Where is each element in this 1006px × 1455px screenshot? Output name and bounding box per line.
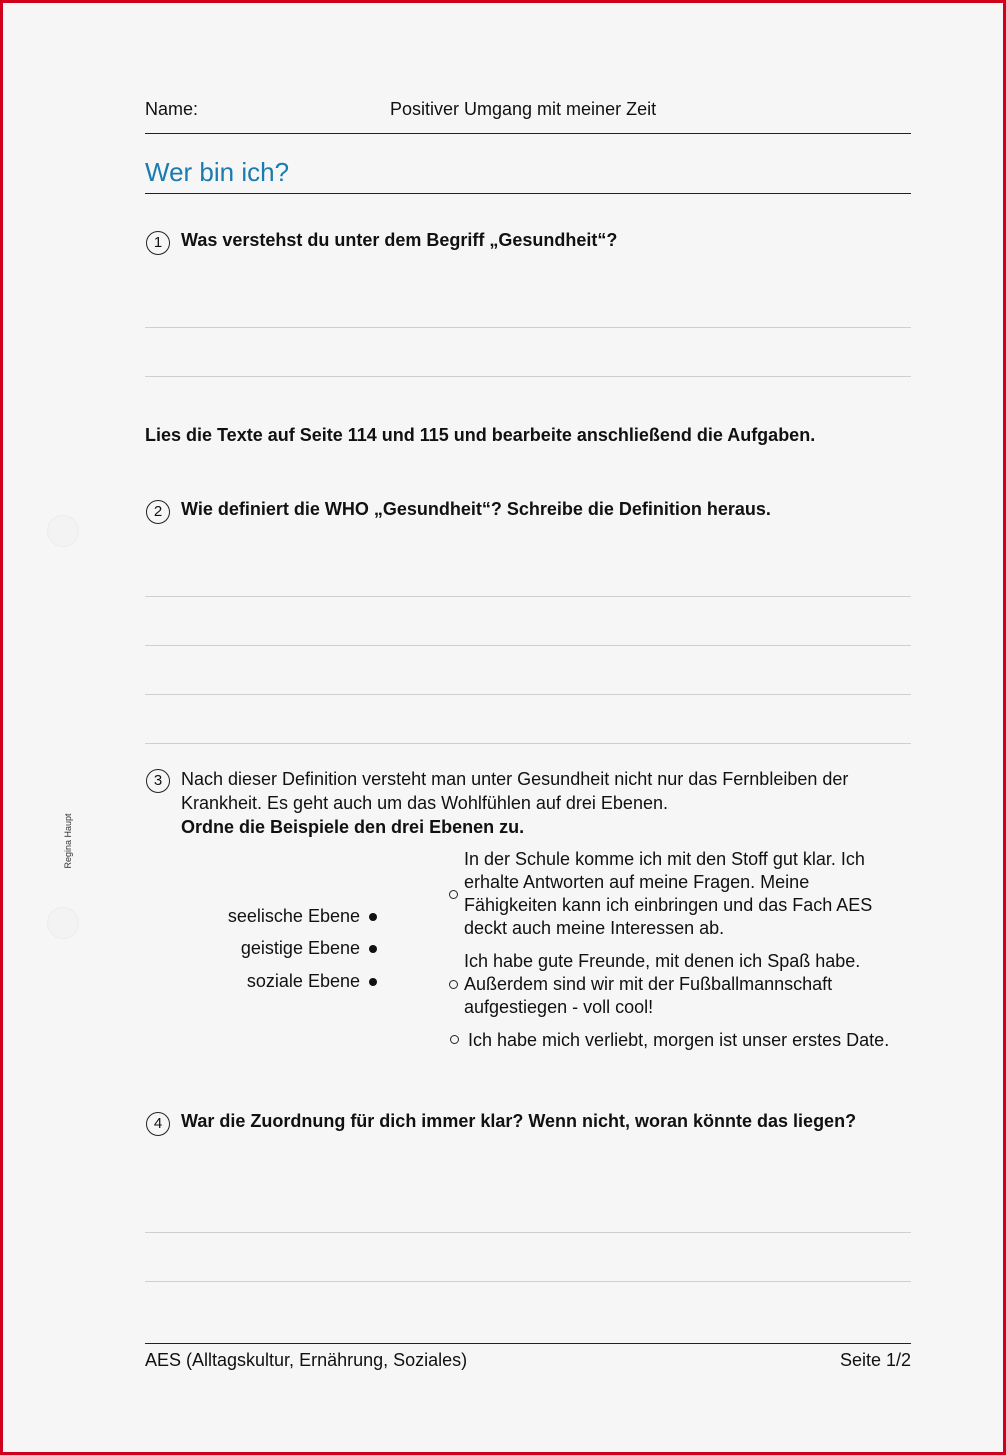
worksheet-topic: Positiver Umgang mit meiner Zeit	[390, 99, 657, 119]
question-number-4: 4	[146, 1112, 170, 1136]
answer-line[interactable]	[145, 743, 911, 744]
answer-line[interactable]	[145, 645, 911, 646]
reading-instruction: Lies die Texte auf Seite 114 und 115 und bearbeite anschließend die Aufgaben.	[145, 425, 816, 445]
answer-line[interactable]	[145, 327, 911, 328]
question-number-2: 2	[146, 500, 170, 524]
footer-subject: AES (Alltagskultur, Ernährung, Soziales)	[145, 1350, 468, 1370]
author-credit: Regina Haupt	[63, 813, 73, 869]
question-1-text: Was verstehst du unter dem Begriff „Gesundheit“?	[181, 230, 618, 250]
match-ring-example-3[interactable]	[450, 1035, 459, 1044]
question-3-text	[181, 767, 901, 839]
match-dot-seelisch[interactable]	[369, 913, 377, 921]
footer-page-number: Seite 1/2	[839, 1350, 911, 1370]
example-love: Ich habe mich verliebt, morgen ist unser erstes Date.	[468, 1030, 890, 1050]
level-seelisch: seelische Ebene	[227, 906, 360, 926]
question-3-intro-line-1: Nach dieser Definition versteht man unter Gesundheit nicht nur das Fernbleiben der	[181, 769, 849, 789]
question-number-1: 1	[146, 231, 170, 255]
title-rule	[145, 193, 911, 194]
level-sozial: soziale Ebene	[246, 971, 360, 991]
level-geistig: geistige Ebene	[240, 938, 360, 958]
match-dot-sozial[interactable]	[369, 978, 377, 986]
page-title: Wer bin ich?	[145, 157, 290, 187]
answer-line[interactable]	[145, 376, 911, 377]
question-4-text: War die Zuordnung für dich immer klar? Wenn nicht, woran könnte das liegen?	[181, 1111, 857, 1131]
match-dot-geistig[interactable]	[369, 945, 377, 953]
example-school: In der Schule komme ich mit den Stoff gut klar. Ich erhalte Antworten auf meine Fragen. Meine Fähigkeiten kann ich einbringen und das Fach AES deckt auch meine Interessen ab.	[464, 849, 873, 938]
answer-line[interactable]	[145, 1281, 911, 1282]
punch-hole	[47, 907, 79, 939]
example-friends: Ich habe gute Freunde, mit denen ich Spaß habe. Außerdem sind wir mit der Fußballmannschaft aufgestiegen - voll cool!	[464, 951, 861, 1017]
match-ring-example-1[interactable]	[449, 890, 458, 899]
answer-line[interactable]	[145, 596, 911, 597]
footer-rule	[145, 1343, 911, 1344]
answer-line[interactable]	[145, 1232, 911, 1233]
question-3-intro-line-2: Krankheit. Es geht auch um das Wohlfühlen auf drei Ebenen.	[181, 793, 668, 813]
match-ring-example-2[interactable]	[449, 980, 458, 989]
header-rule	[145, 133, 911, 134]
question-2-text: Wie definiert die WHO „Gesundheit“? Schreibe die Definition heraus.	[181, 499, 771, 519]
question-3-task: Ordne die Beispiele den drei Ebenen zu.	[181, 817, 525, 837]
punch-hole	[47, 515, 79, 547]
answer-line[interactable]	[145, 694, 911, 695]
question-number-3: 3	[146, 769, 170, 793]
name-label: Name:	[145, 99, 199, 119]
